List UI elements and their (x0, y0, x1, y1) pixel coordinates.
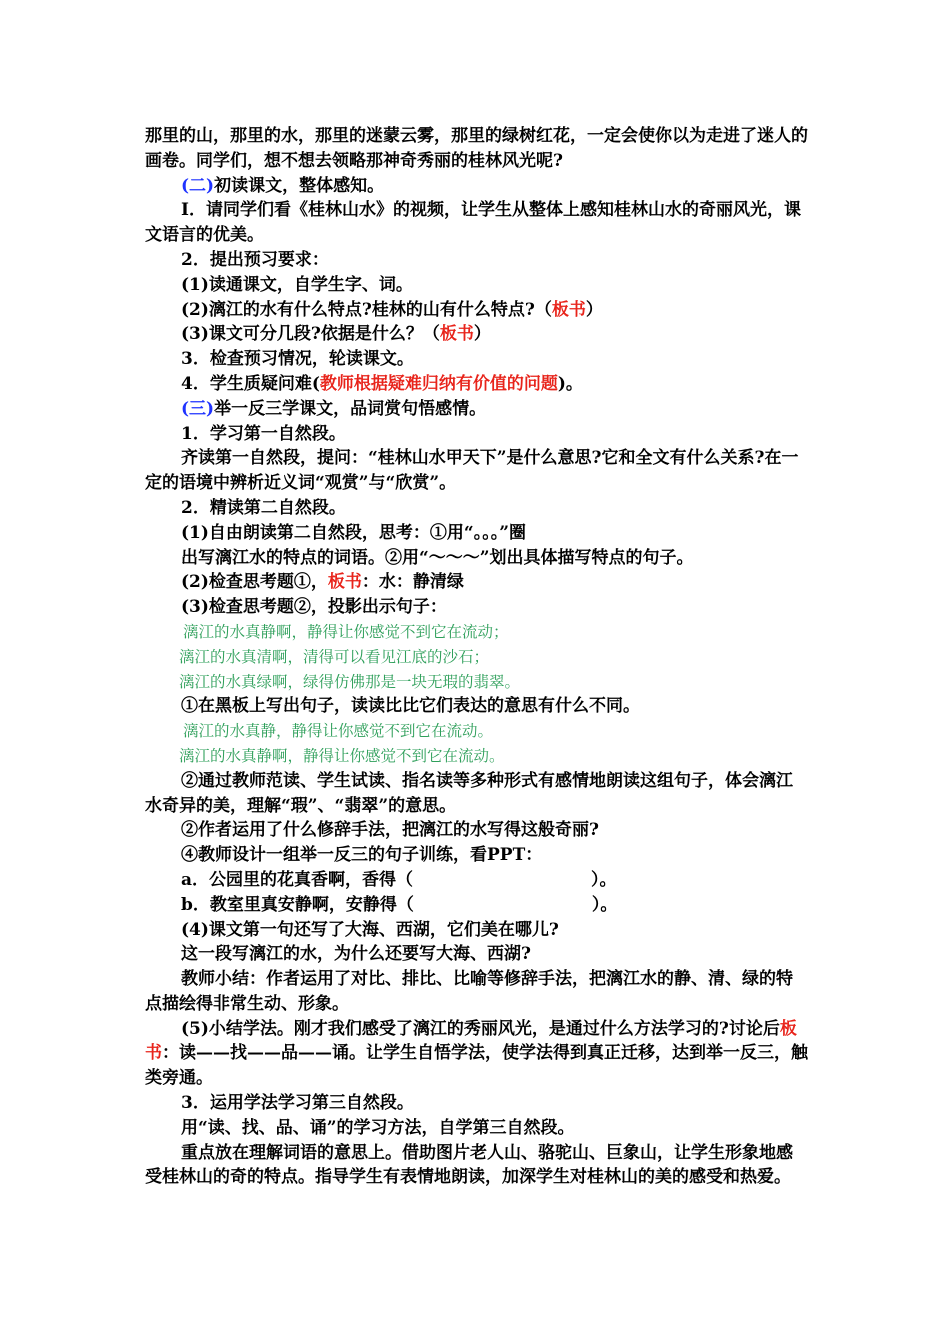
section-2-heading (145, 174, 809, 199)
item-3: 3．检查预习情况，轮读课文。 (181, 349, 414, 370)
exercise-a-end: ）。 (591, 869, 617, 890)
intro-paragraph: 那里的山，那里的水，那里的迷蒙云雾，那里的绿树红花，一定会使你以为走进了迷人的画卷。同学们，想不想去领略那神奇秀丽的桂林风光呢? (145, 126, 808, 171)
step-2-sub-4-question: 这一段写漓江的水，为什么还要写大海、西湖? (181, 944, 531, 965)
exercise-a (145, 868, 809, 893)
compare-instruction: ①在黑板上写出句子，读读比比它们表达的意思有什么不同。 (181, 696, 640, 717)
board-note: 板书 (145, 1018, 797, 1064)
example-sentence: 漓江的水真静啊，静得让你感觉不到它在流动。 (179, 746, 505, 765)
ppt-instruction: ④教师设计一组举一反三的句子训练，看PPT： (181, 845, 543, 866)
item-4 (145, 372, 809, 397)
reading-instruction: ②通过教师范读、学生试读、指名读等多种形式有感情地朗读这组句子，体会漓江水奇异的美，理解“瑕”、“翡翠”的意思。 (145, 770, 793, 816)
item-2-sub-2 (145, 298, 809, 323)
example-sentence: 漓江的水真绿啊，绿得仿佛那是一块无瑕的翡翠。 (179, 672, 521, 691)
item-2-sub-3-text: (3)课文可分几段?依据是什么？（ (181, 324, 440, 345)
step-1-text: 齐读第一自然段，提问：“桂林山水甲天下”是什么意思?它和全文有什么关系?在一定的语境中辨析近义词“观赏”与“欣赏”。 (145, 448, 799, 494)
item-2-sub-3 (145, 322, 809, 347)
step-2-sub-1-line-2: 出写漓江水的特点的词语。②用“～～～”划出具体描写特点的句子。 (181, 547, 694, 568)
step-3-text: 用“读、找、品、诵”的学习方法，自学第三自然段。 (181, 1117, 575, 1138)
step-2-sub-5-tail: ：读——找——品——诵。让学生自悟学法，使学法得到真正迁移，达到举一反三，触类旁通。 (145, 1043, 808, 1089)
exercise-a-text: a．公园里的花真香啊，香得（ (181, 869, 414, 890)
example-sentence: 漓江的水真静，静得让你感觉不到它在流动。 (183, 722, 494, 741)
exercise-b-text: b．教室里真安静啊，安静得（ (181, 894, 414, 915)
item-2-sub-2-close: ） (585, 299, 603, 320)
section-2-number: (二) (181, 175, 215, 196)
step-2-sub-2-tail: ：水：静清绿 (361, 572, 464, 593)
rhetoric-question: ②作者运用了什么修辞手法，把漓江的水写得这般奇丽? (181, 820, 599, 841)
example-sentence: 漓江的水真清啊，清得可以看见江底的沙石； (179, 647, 490, 666)
step-2-sub-5-text: (5)小结学法。刚才我们感受了漓江的秀丽风光，是通过什么方法学习的?讨论后 (181, 1018, 780, 1039)
example-sentence: 漓江的水真静啊，静得让你感觉不到它在流动； (183, 622, 509, 641)
board-note: 板书 (327, 572, 362, 593)
item-4-close: )。 (557, 373, 583, 394)
item-2-sub-2-text: (2)漓江的水有什么特点?桂林的山有什么特点?（ (181, 299, 552, 320)
item-2-sub-3-close: ） (473, 324, 491, 345)
step-3-focus: 重点放在理解词语的意思上。借助图片老人山、骆驼山、巨象山，让学生形象地感受桂林山的奇的特点。指导学生有表情地朗读，加深学生对桂林山的美的感受和热爱。 (145, 1142, 793, 1188)
item-4-text: 4．学生质疑问难( (181, 373, 320, 394)
step-1: 1．学习第一自然段。 (181, 423, 346, 444)
section-3-number: (三) (181, 398, 215, 419)
item-1: I．请同学们看《桂林山水》的视频，让学生从整体上感知桂林山水的奇丽风光，课文语言的优美。 (145, 200, 801, 246)
step-2-sub-2 (145, 570, 809, 595)
section-3-heading (145, 397, 809, 422)
exercise-b (145, 893, 809, 918)
section-2-title: 初读课文，整体感知。 (214, 175, 385, 196)
step-2-sub-5 (145, 1017, 809, 1091)
item-2: 2．提出预习要求： (181, 249, 329, 270)
teacher-summary: 教师小结：作者运用了对比、排比、比喻等修辞手法，把漓江水的静、清、绿的特点描绘得非常生动、形象。 (145, 969, 793, 1014)
step-2-sub-1-line-1: (1)自由朗读第二自然段，思考：①用“。。。”圈 (181, 522, 526, 543)
board-note: 板书 (439, 324, 474, 345)
item-4-red-note: 教师根据疑难归纳有价值的问题 (319, 373, 558, 394)
section-3-title: 举一反三学课文，品词赏句悟感情。 (214, 398, 487, 419)
document-page (145, 124, 809, 1190)
step-2-sub-2-text: (2)检查思考题①， (181, 572, 328, 593)
item-2-sub-1: (1)读通课文，自学生字、词。 (181, 274, 413, 295)
board-note: 板书 (551, 299, 586, 320)
step-2-sub-4: (4)课文第一句还写了大海、西湖，它们美在哪儿? (181, 919, 559, 940)
exercise-b-end: ）。 (591, 894, 618, 915)
step-2-sub-3: (3)检查思考题②，投影出示句子： (181, 597, 447, 618)
step-3: 3．运用学法学习第三自然段。 (181, 1093, 414, 1114)
step-2: 2．精读第二自然段。 (181, 497, 346, 518)
